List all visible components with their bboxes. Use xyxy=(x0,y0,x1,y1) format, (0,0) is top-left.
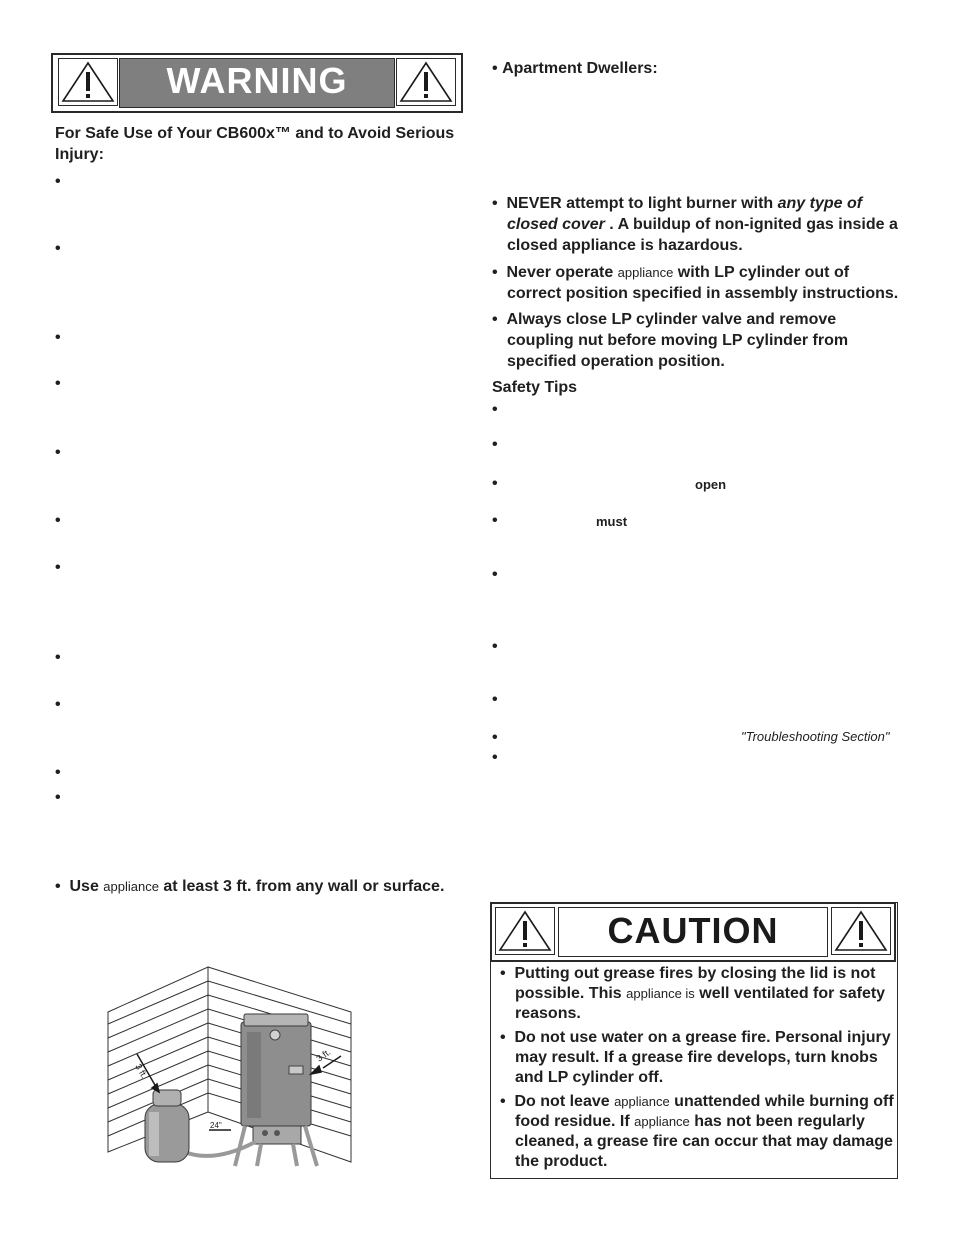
list-item-bullet: • xyxy=(492,264,498,281)
warning-banner xyxy=(51,53,463,113)
list-item-bullet: • xyxy=(55,329,61,346)
always-close-item: • Always close LP cylinder valve and remove coupling nut before moving LP cylinder from specified operation position. xyxy=(492,311,849,370)
exclamation-triangle-icon xyxy=(831,907,891,955)
list-item-bullet: • xyxy=(500,1093,506,1110)
exclamation-triangle-icon xyxy=(495,907,555,955)
open-word: open xyxy=(695,477,727,492)
must-word: must xyxy=(596,514,628,529)
list-item-bullet: • xyxy=(492,475,498,492)
list-item-bullet: • xyxy=(492,512,498,529)
list-item-bullet: • xyxy=(492,638,498,655)
dim-left-label: 3 ft. xyxy=(133,1062,150,1081)
list-item-bullet: • xyxy=(55,764,61,781)
list-item-bullet: • xyxy=(55,696,61,713)
list-item-bullet: • xyxy=(500,1029,506,1046)
caution-item-2: • Do not use water on a grease fire. Personal injury may result. If a grease fire develops, turn knobs and LP cylinder off. xyxy=(500,1029,891,1086)
warning-intro: For Safe Use of Your CB600x™ and to Avoid Serious Injury: xyxy=(55,125,455,163)
caution-title: CAUTION xyxy=(558,907,828,957)
list-item-bullet: • xyxy=(55,240,61,257)
list-item-bullet: • xyxy=(492,60,498,77)
caution-banner xyxy=(490,902,896,962)
list-item-bullet: • xyxy=(492,436,498,453)
clearance-diagram xyxy=(105,962,355,1170)
list-item-bullet: • xyxy=(492,311,498,328)
list-item-bullet: • xyxy=(55,444,61,461)
list-item-bullet: • xyxy=(55,878,61,895)
list-item-bullet: • xyxy=(492,566,498,583)
troubleshooting-ref: "Troubleshooting Section" xyxy=(741,729,890,744)
exclamation-triangle-icon xyxy=(58,58,118,106)
list-item-bullet: • xyxy=(55,375,61,392)
warning-title: WARNING xyxy=(119,58,395,108)
list-item-bullet: • xyxy=(492,749,498,766)
dim-bottom-label: 24" xyxy=(210,1121,222,1130)
list-item-bullet: • xyxy=(492,691,498,708)
safety-tips-heading: Safety Tips xyxy=(492,379,578,396)
list-item-bullet: • xyxy=(55,789,61,806)
list-item-bullet: • xyxy=(55,649,61,666)
list-item-bullet: • xyxy=(492,195,498,212)
caution-item-1: • Putting out grease fires by closing the lid is not possible. This appliance is well ventilated for safety reasons. xyxy=(500,965,886,1022)
never-operate-item: • Never operate appliance with LP cylinder out of correct position specified in assembly instructions. xyxy=(492,264,899,302)
wall-distance-item: • Use appliance at least 3 ft. from any wall or surface. xyxy=(55,878,445,895)
list-item-bullet: • xyxy=(492,729,498,746)
list-item-bullet: • xyxy=(500,965,506,982)
never-light-item: • NEVER attempt to light burner with any type of closed cover . A buildup of non-ignited gas inside a closed appliance is hazardous. xyxy=(492,195,898,254)
list-item-bullet: • xyxy=(55,512,61,529)
list-item-bullet: • xyxy=(55,173,61,190)
list-item-bullet: • xyxy=(55,559,61,576)
exclamation-triangle-icon xyxy=(396,58,456,106)
caution-item-3: • Do not leave appliance unattended while burning off food residue. If appliance has not been regularly cleaned, a grease fire can occur that may damage the product. xyxy=(500,1093,894,1170)
list-item-bullet: • xyxy=(492,401,498,418)
apartment-item: • Apartment Dwellers: xyxy=(492,60,658,77)
dim-right-label: 3 ft. xyxy=(314,1046,333,1064)
